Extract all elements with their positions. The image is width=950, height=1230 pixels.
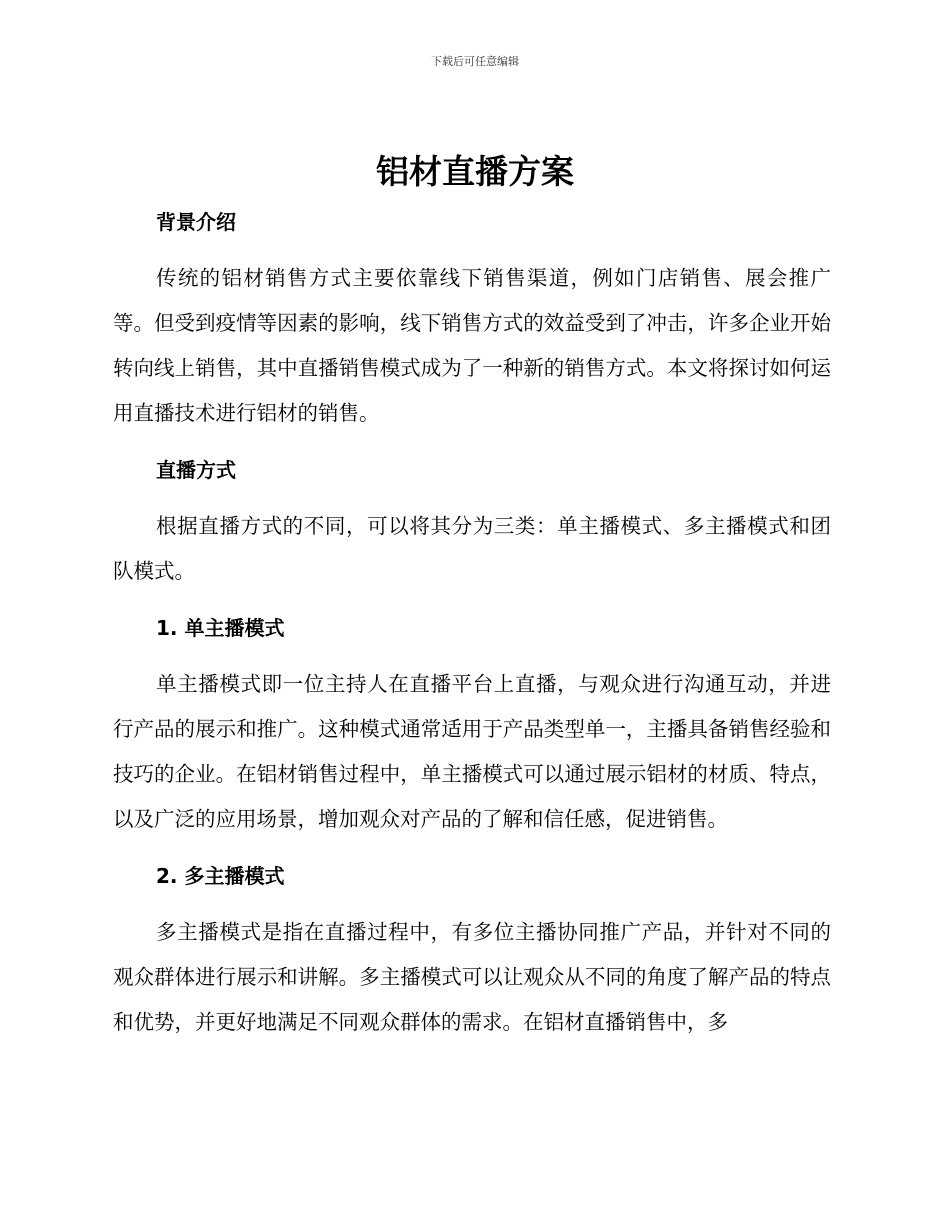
- section-paragraph-multi-host: 多主播模式是指在直播过程中，有多位主播协同推广产品，并针对不同的观众群体进行展示和讲解。多主播模式可以让观众从不同的角度了解产品的特点和优势，并更好地满足不同观众群体的需求。在铝材直播销售中，多: [113, 920, 831, 1034]
- section-paragraph-live-methods: 根据直播方式的不同，可以将其分为三类：单主播模式、多主播模式和团队模式。: [113, 514, 831, 583]
- document-body: [113, 200, 831, 1045]
- section-heading-multi-host: 2. 多主播模式: [156, 864, 285, 888]
- section-heading-background: 背景介绍: [156, 210, 236, 234]
- document-title: 铝材直播方案: [376, 152, 574, 191]
- page-header-note: 下载后可任意编辑: [431, 55, 519, 68]
- section-paragraph-single-host: 单主播模式即一位主持人在直播平台上直播，与观众进行沟通互动，并进行产品的展示和推广。这种模式通常适用于产品类型单一，主播具备销售经验和技巧的企业。在铝材销售过程中，单主播模式可以通过展示铝材的材质、特点，以及广泛的应用场景，增加观众对产品的了解和信任感，促进销售。: [113, 672, 831, 831]
- section-heading-live-methods: 直播方式: [156, 458, 236, 482]
- section-paragraph-background: 传统的铝材销售方式主要依靠线下销售渠道，例如门店销售、展会推广等。但受到疫情等因素的影响，线下销售方式的效益受到了冲击，许多企业开始转向线上销售，其中直播销售模式成为了一种新的销售方式。本文将探讨如何运用直播技术进行铝材的销售。: [113, 266, 831, 425]
- section-heading-single-host: 1. 单主播模式: [156, 616, 285, 640]
